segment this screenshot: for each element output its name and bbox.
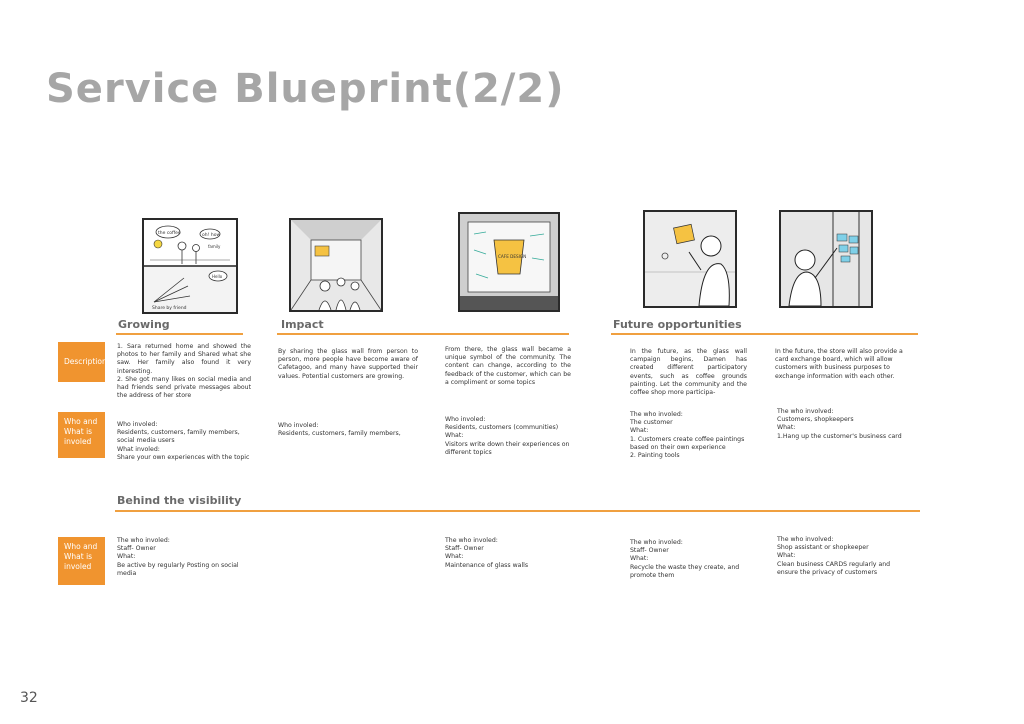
row-label-description: Description — [58, 342, 105, 382]
storyboard-illustration — [460, 214, 558, 310]
storyboard-illustration — [645, 212, 735, 306]
who-impact: Who involed: Residents, customers, family members, — [278, 422, 401, 438]
who-future-painting: The who involed: The customer What: 1. Customers create coffee paintings based on their own experience 2. Painting tools — [630, 411, 745, 460]
description-glass-wall: From there, the glass wall became a unique symbol of the community. The content can change, according to the feedback of the customer, which can be a compliment or some topics — [445, 346, 571, 386]
behind-growing: The who involed: Staff- Owner What: Be active by regularly Posting on social media — [117, 537, 239, 577]
sketch-caption: Share by friend — [152, 306, 187, 311]
storyboard-illustration — [291, 220, 381, 310]
behind-card-board: The who involved: Shop assistant or shopkeeper What: Clean business CARDS regularly and ensure the privacy of customers — [777, 536, 891, 576]
behind-glass-wall: The who involed: Staff- Owner What: Maintenance of glass walls — [445, 537, 529, 569]
sketch-future-painting — [643, 210, 737, 308]
who-growing: Who involed: Residents, customers, family members, social media users What involed: Share your own experiences with the topic — [117, 421, 250, 461]
description-card-board: In the future, the store will also provide a card exchange board, which will allow customers with business purposes to exchange information with each other. — [775, 348, 903, 380]
speech-bubble-text: the coffee — [158, 231, 181, 236]
section-rule — [115, 510, 920, 512]
row-label-who-what-behind: Who and What is involed — [58, 537, 105, 585]
section-impact: Impact — [281, 318, 324, 331]
page-number: 32 — [20, 690, 38, 706]
speech-bubble-text: oh! how — [202, 233, 221, 238]
section-rule — [277, 333, 569, 335]
sketch-card-board — [779, 210, 873, 308]
who-card-board: The who involved: Customers, shopkeepers What: 1.Hang up the customer's business card — [777, 408, 902, 440]
row-label-who-what: Who and What is involed — [58, 412, 105, 458]
sketch-note: family — [208, 244, 221, 249]
who-glass-wall: Who involed: Residents, customers (communities) What: Visitors write down their experiences on different topics — [445, 416, 570, 456]
sketch-impact — [289, 218, 383, 312]
section-rule — [611, 333, 918, 335]
sign-text: CAFE DESIGN — [498, 254, 527, 259]
storyboard-illustration — [781, 212, 871, 306]
section-behind-visibility: Behind the visibility — [117, 494, 242, 507]
speech-bubble-text: Hello — [212, 274, 223, 279]
storyboard-illustration — [144, 220, 236, 312]
description-growing: 1. Sara returned home and showed the photos to her family and Shared what she saw. Her family also found it very interesting. 2. She got many likes on social media and had friends send private messages about the address of her store — [117, 343, 251, 400]
sketch-growing — [142, 218, 238, 314]
behind-future-painting: The who involed: Staff- Owner What: Recycle the waste they create, and promote them — [630, 539, 740, 579]
section-future-opportunities: Future opportunities — [613, 318, 742, 331]
section-growing: Growing — [118, 318, 170, 331]
description-impact: By sharing the glass wall from person to person, more people have become aware of Cafetagoo, and many have supported their values. Potential customers are growing. — [278, 348, 418, 380]
description-future-painting: In the future, as the glass wall campaign begins, Damen has created different participatory events, such as coffee grounds painting. Let the community and the coffee shop more participa- — [630, 348, 747, 397]
section-rule — [116, 333, 243, 335]
page-title: Service Blueprint(2/2) — [46, 66, 565, 112]
sketch-glass-wall — [458, 212, 560, 312]
